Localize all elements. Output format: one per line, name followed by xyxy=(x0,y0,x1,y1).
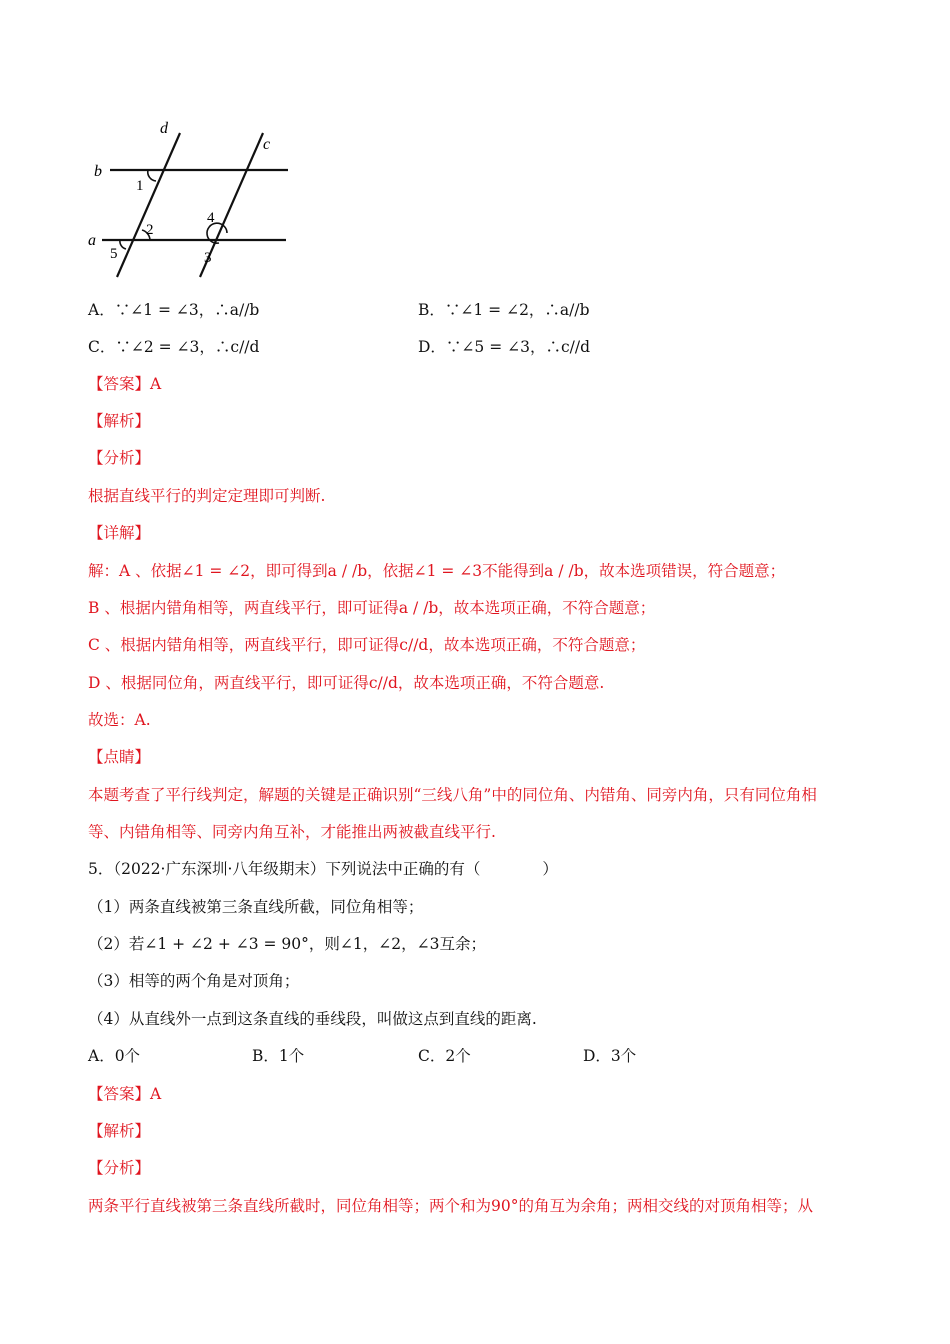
q5-option-b: B．1个 xyxy=(252,1047,305,1065)
q4-option-d: D．∵∠5 = ∠3，∴c//d xyxy=(418,338,591,356)
q4-detail-line-4: D 、根据同位角，两直线平行，即可证得c//d，故本选项正确，不符合题意. xyxy=(88,674,605,692)
q4-option-b: B．∵∠1 = ∠2，∴a//b xyxy=(418,301,590,319)
q4-fenxi-text: 根据直线平行的判定定理即可判断. xyxy=(88,487,326,505)
q5-item-1: （1）两条直线被第三条直线所截，同位角相等； xyxy=(88,898,424,916)
q5-item-2: （2）若∠1 + ∠2 + ∠3 = 90°，则∠1，∠2，∠3互余； xyxy=(88,935,486,953)
q4-fenxi-heading: 【分析】 xyxy=(88,449,151,467)
q4-detail-line-1: 解：A 、依据∠1 = ∠2，即可得到a / /b，依据∠1 = ∠3不能得到a / /b，故本选项错误，符合题意； xyxy=(88,562,786,580)
label-a: a xyxy=(88,232,96,249)
label-4: 4 xyxy=(207,210,215,226)
q5-option-a: A．0个 xyxy=(88,1047,141,1065)
label-3: 3 xyxy=(204,250,212,266)
label-b: b xyxy=(94,163,102,180)
label-c: c xyxy=(263,136,271,153)
label-2: 2 xyxy=(146,222,154,238)
label-5: 5 xyxy=(110,246,118,262)
q4-detail-line-3: C 、根据内错角相等，两直线平行，即可证得c//d，故本选项正确，不符合题意； xyxy=(88,636,646,654)
label-d: d xyxy=(160,120,168,137)
q4-dianjing-line-2: 等、内错角相等、同旁内角互补，才能推出两被截直线平行. xyxy=(88,823,496,841)
q4-dianjing-heading: 【点睛】 xyxy=(88,748,151,766)
q5-jiexi-heading: 【解析】 xyxy=(88,1122,151,1140)
line-d xyxy=(117,133,180,277)
parallel-lines-figure xyxy=(80,115,320,295)
q5-fenxi-heading: 【分析】 xyxy=(88,1159,151,1177)
angle-1-arc xyxy=(148,170,156,181)
label-1: 1 xyxy=(136,178,144,194)
q5-item-4: （4）从直线外一点到这条直线的垂线段，叫做这点到直线的距离. xyxy=(88,1010,537,1028)
q5-question: 5．（2022·广东深圳·八年级期末）下列说法中正确的有（ ） xyxy=(88,860,558,878)
q5-option-c: C．2个 xyxy=(418,1047,471,1065)
q4-answer: 【答案】A xyxy=(88,375,162,393)
q5-option-d: D．3个 xyxy=(583,1047,637,1065)
q4-option-c: C．∵∠2 = ∠3，∴c//d xyxy=(88,338,260,356)
q5-fenxi-text: 两条平行直线被第三条直线所截时，同位角相等；两个和为90°的角互为余角；两相交线的对顶角相等；从 xyxy=(88,1197,813,1215)
angle-5-arc xyxy=(120,240,126,249)
q4-jiexi-heading: 【解析】 xyxy=(88,412,151,430)
q5-item-3: （3）相等的两个角是对顶角； xyxy=(88,972,300,990)
q4-dianjing-line-1: 本题考查了平行线判定，解题的关键是正确识别“三线八角”中的同位角、内错角、同旁内角，只有同位角相 xyxy=(88,786,817,804)
q4-xiangjie-heading: 【详解】 xyxy=(88,524,151,542)
q4-detail-line-2: B 、根据内错角相等，两直线平行，即可证得a / /b，故本选项正确，不符合题意； xyxy=(88,599,656,617)
q5-answer: 【答案】A xyxy=(88,1085,162,1103)
q4-option-a: A．∵∠1 = ∠3，∴a//b xyxy=(88,301,260,319)
q4-detail-conclusion: 故选：A. xyxy=(88,711,151,729)
